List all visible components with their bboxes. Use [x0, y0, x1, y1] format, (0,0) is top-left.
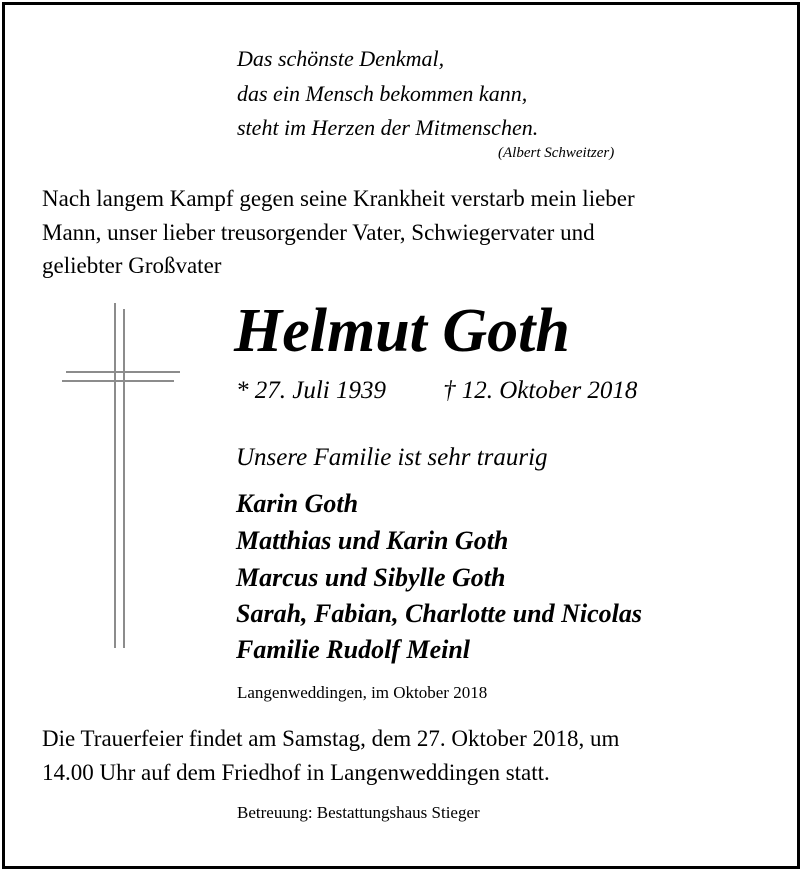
place-date: Langenweddingen, im Oktober 2018 — [237, 683, 488, 702]
intro-line-3: geliebter Großvater — [42, 253, 222, 278]
quote-line-3: steht im Herzen der Mitmenschen. — [237, 115, 539, 140]
mourner-1: Karin Goth — [236, 489, 359, 518]
intro-line-2: Mann, unser lieber treusorgender Vater, Schwiegervater und — [42, 220, 595, 245]
funeral-line-1: Die Trauerfeier findet am Samstag, dem 27. Oktober 2018, um — [42, 726, 620, 751]
intro-line-1: Nach langem Kampf gegen seine Krankheit verstarb mein lieber — [42, 186, 635, 211]
deceased-name: Helmut Goth — [234, 297, 570, 365]
quote-author: (Albert Schweitzer) — [498, 145, 615, 161]
cross-icon — [62, 303, 182, 648]
quote-line-2: das ein Mensch bekommen kann, — [237, 81, 528, 106]
death-date: † 12. Oktober 2018 — [443, 377, 638, 404]
mourner-5: Familie Rudolf Meinl — [236, 635, 471, 664]
mourner-3: Marcus und Sibylle Goth — [236, 563, 506, 592]
family-intro: Unsere Familie ist sehr traurig — [236, 444, 548, 471]
funeral-home: Betreuung: Bestattungshaus Stieger — [237, 803, 480, 822]
quote-line-1: Das schönste Denkmal, — [237, 46, 445, 71]
birth-date: * 27. Juli 1939 — [236, 377, 386, 404]
mourner-2: Matthias und Karin Goth — [236, 526, 509, 555]
mourner-4: Sarah, Fabian, Charlotte und Nicolas — [236, 599, 642, 628]
funeral-line-2: 14.00 Uhr auf dem Friedhof in Langenweddingen statt. — [42, 760, 550, 785]
